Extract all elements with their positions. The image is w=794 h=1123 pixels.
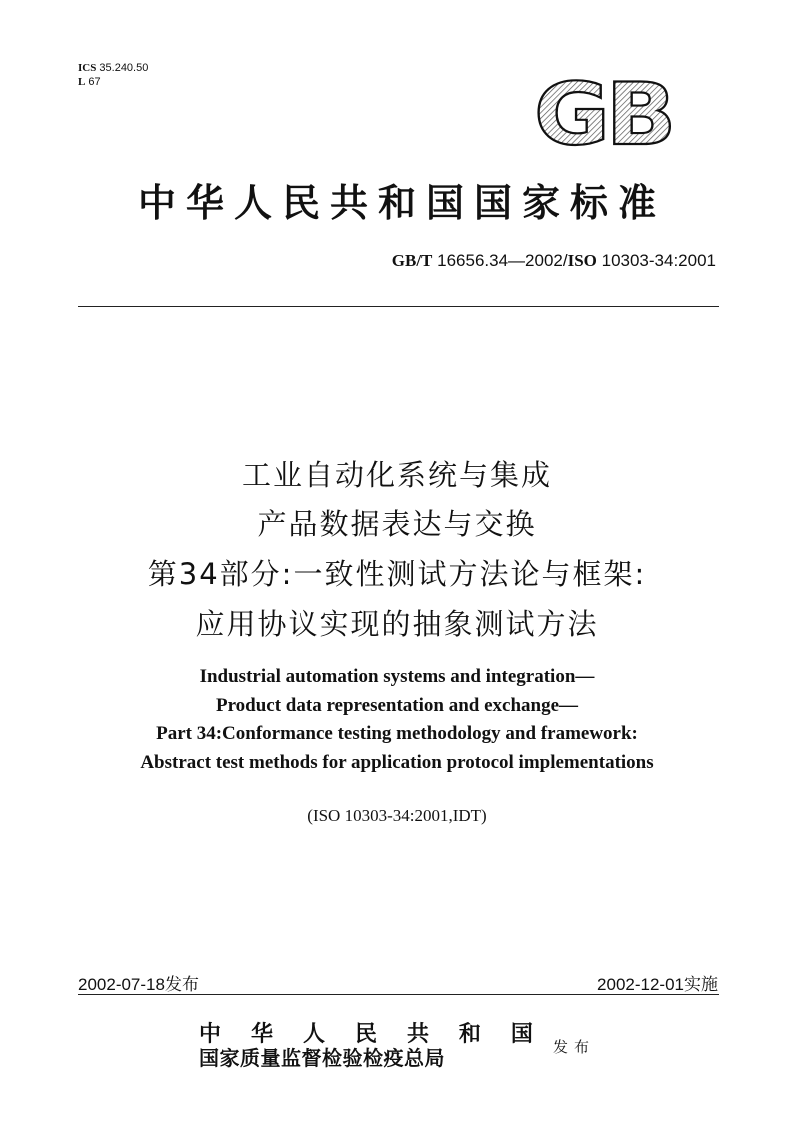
chinese-title-line: 第34部分:一致性测试方法论与框架: [147,557,647,591]
standard-number: GB/T 16656.34—2002/ISO 10303-34:2001 [391,251,716,270]
english-title-line: Part 34:Conformance testing methodology and framework: [156,723,638,744]
chinese-title-line: 工业自动化系统与集成 [241,458,552,492]
implementation-date: 2002-12-01实施 [597,975,718,994]
logo-mark: GB [534,72,672,150]
english-title-line: Industrial automation systems and integration— [199,666,595,687]
english-title-line: Product data representation and exchange— [215,695,579,716]
english-title-line: Abstract test methods for application protocol implementations [140,752,654,773]
footer-divider [78,994,719,995]
header-divider [78,306,719,307]
publish-label: 发布 [553,1038,596,1056]
ics-code: ICS 35.240.50 [78,62,149,74]
gb-logo [530,72,676,150]
chinese-title-line: 应用协议实现的抽象测试方法 [195,607,599,641]
iso-equivalence: (ISO 10303-34:2001,IDT) [307,806,487,825]
issuer-country-name: 中 华 人 民 共 和 国 [199,1021,533,1047]
issue-date: 2002-07-18发布 [78,975,199,994]
national-standard-title: 中华人民共和国国家标准 [137,181,666,225]
issuing-authority [199,1022,533,1070]
ccs-code: L 67 [78,76,101,88]
classification-codes [78,61,148,89]
chinese-title-line: 产品数据表达与交换 [257,507,537,541]
issuer-agency-name: 国家质量监督检验检疫总局 [199,1046,445,1070]
